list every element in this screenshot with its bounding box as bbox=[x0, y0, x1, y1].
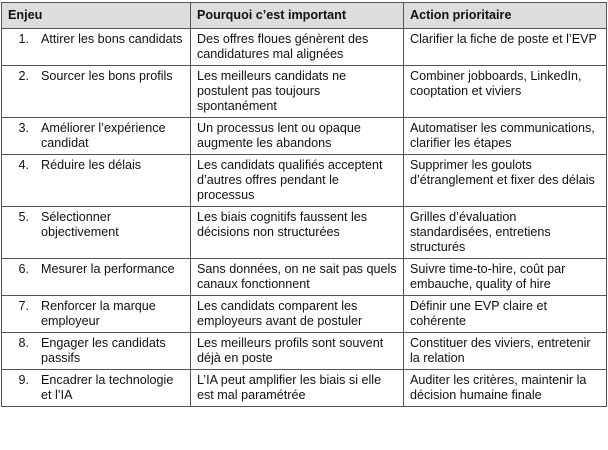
enjeu-cell bbox=[2, 296, 191, 333]
enjeu-cell bbox=[2, 259, 191, 296]
header-action: Action prioritaire bbox=[404, 3, 607, 29]
table-row bbox=[2, 155, 607, 207]
row-number: 4. bbox=[18, 158, 29, 172]
enjeu-cell bbox=[2, 29, 191, 66]
pourquoi-cell: Les meilleurs profils sont souvent déjà en poste bbox=[191, 333, 404, 370]
row-number: 2. bbox=[18, 69, 29, 83]
table-row bbox=[2, 29, 607, 66]
row-number: 1. bbox=[18, 32, 29, 46]
pourquoi-cell: Un processus lent ou opaque augmente les abandons bbox=[191, 118, 404, 155]
header-enjeu: Enjeu bbox=[2, 3, 191, 29]
enjeu-text: Mesurer la performance bbox=[41, 262, 175, 276]
enjeu-cell bbox=[2, 66, 191, 118]
action-cell: Constituer des viviers, entretenir la relation bbox=[404, 333, 607, 370]
row-number: 6. bbox=[18, 262, 29, 276]
pourquoi-cell: L’IA peut amplifier les biais si elle est mal paramétrée bbox=[191, 370, 404, 407]
enjeu-text: Sourcer les bons profils bbox=[41, 69, 173, 83]
row-number: 3. bbox=[18, 121, 29, 135]
action-cell: Combiner jobboards, LinkedIn, cooptation et viviers bbox=[404, 66, 607, 118]
action-cell: Définir une EVP claire et cohérente bbox=[404, 296, 607, 333]
enjeu-text: Attirer les bons candidats bbox=[41, 32, 183, 46]
pourquoi-cell: Des offres floues génèrent des candidatures mal alignées bbox=[191, 29, 404, 66]
pourquoi-cell: Les biais cognitifs faussent les décisions non structurées bbox=[191, 207, 404, 259]
enjeu-text: Renforcer la marque employeur bbox=[41, 299, 156, 328]
action-cell: Grilles d’évaluation standardisées, entretiens structurés bbox=[404, 207, 607, 259]
priorities-table bbox=[1, 2, 607, 407]
enjeu-cell bbox=[2, 155, 191, 207]
header-row bbox=[2, 3, 607, 29]
row-number: 8. bbox=[18, 336, 29, 350]
table-row bbox=[2, 296, 607, 333]
action-cell: Auditer les critères, maintenir la décision humaine finale bbox=[404, 370, 607, 407]
row-number: 5. bbox=[18, 210, 29, 224]
table-row bbox=[2, 207, 607, 259]
table-row bbox=[2, 259, 607, 296]
enjeu-cell bbox=[2, 333, 191, 370]
pourquoi-cell: Les candidats comparent les employeurs avant de postuler bbox=[191, 296, 404, 333]
action-cell: Supprimer les goulots d’étranglement et fixer des délais bbox=[404, 155, 607, 207]
enjeu-cell bbox=[2, 118, 191, 155]
table-row bbox=[2, 333, 607, 370]
enjeu-text: Engager les candidats passifs bbox=[41, 336, 166, 365]
enjeu-text: Encadrer la technologie et l’IA bbox=[41, 373, 174, 402]
enjeu-cell bbox=[2, 207, 191, 259]
row-number: 9. bbox=[18, 373, 29, 387]
header-pourquoi: Pourquoi c’est important bbox=[191, 3, 404, 29]
pourquoi-cell: Sans données, on ne sait pas quels canaux fonctionnent bbox=[191, 259, 404, 296]
table-row bbox=[2, 370, 607, 407]
enjeu-cell bbox=[2, 370, 191, 407]
table-row bbox=[2, 118, 607, 155]
pourquoi-cell: Les candidats qualifiés acceptent d’autres offres pendant le processus bbox=[191, 155, 404, 207]
action-cell: Suivre time-to-hire, coût par embauche, quality of hire bbox=[404, 259, 607, 296]
table-row bbox=[2, 66, 607, 118]
enjeu-text: Sélectionner objectivement bbox=[41, 210, 119, 239]
row-number: 7. bbox=[18, 299, 29, 313]
enjeu-text: Réduire les délais bbox=[41, 158, 142, 172]
enjeu-text: Améliorer l’expérience candidat bbox=[41, 121, 166, 150]
action-cell: Clarifier la fiche de poste et l’EVP bbox=[404, 29, 607, 66]
pourquoi-cell: Les meilleurs candidats ne postulent pas toujours spontanément bbox=[191, 66, 404, 118]
action-cell: Automatiser les communications, clarifier les étapes bbox=[404, 118, 607, 155]
